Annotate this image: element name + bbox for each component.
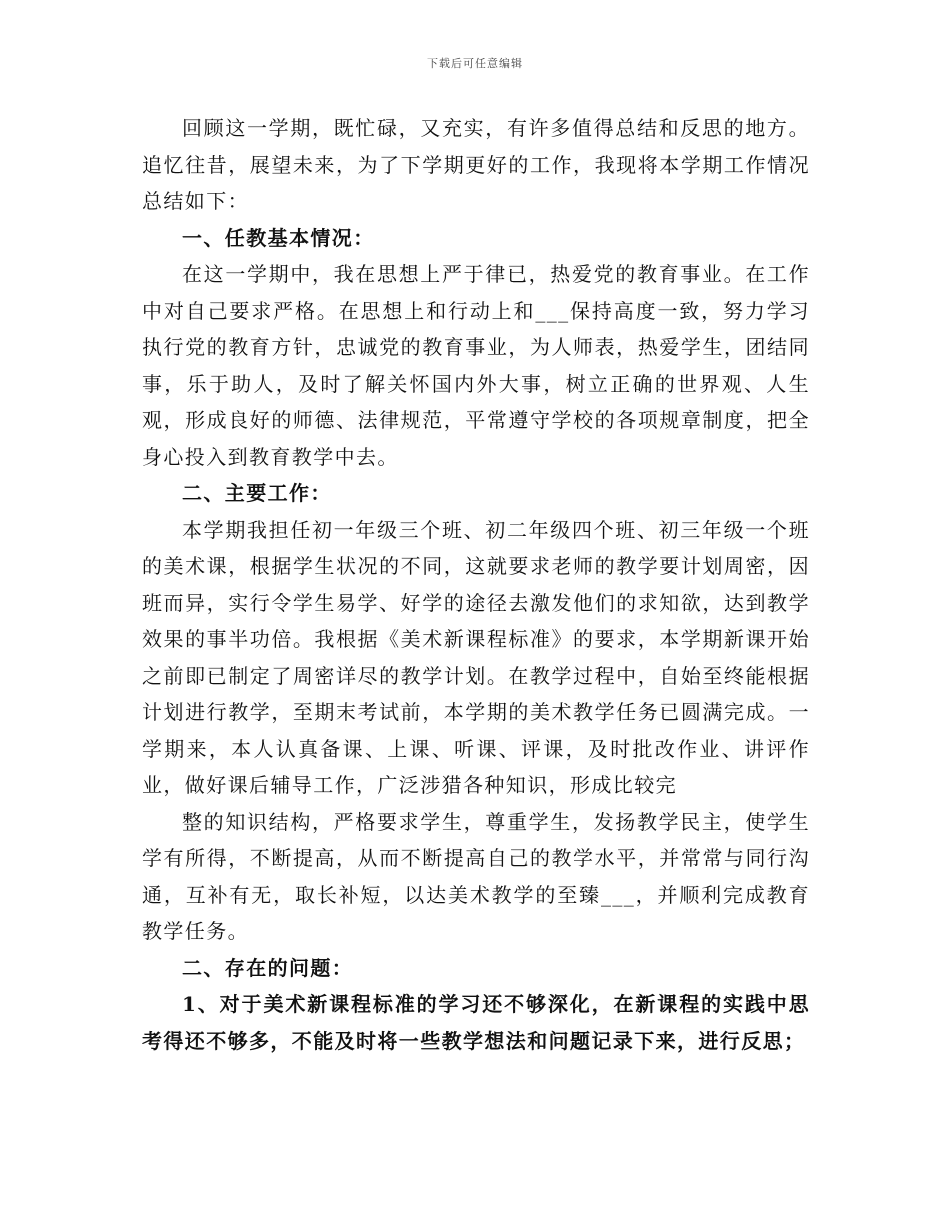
page-header-note: 下载后可任意编辑 bbox=[427, 57, 523, 70]
main-work-paragraph-2: 整的知识结构，严格要求学生，尊重学生，发扬教学民主，使学生学有所得，不断提高，从而不断提高自己的教学水平，并常常与同行沟通，互补有无，取长补短，以达美术教学的至臻___，并顺利完成教育教学任务。 bbox=[142, 809, 810, 943]
section-heading-main-work: 二、主要工作： bbox=[182, 481, 332, 505]
teaching-basics-paragraph: 在这一学期中，我在思想上严于律已，热爱党的教育事业。在工作中对自己要求严格。在思想上和行动上和___保持高度一致，努力学习执行党的教育方针，忠诚党的教育事业，为人师表，热爱学生，团结同事，乐于助人，及时了解关怀国内外大事，树立正确的世界观、人生观，形成良好的师德、法律规范，平常遵守学校的各项规章制度，把全身心投入到教育教学中去。 bbox=[142, 262, 810, 469]
problem-item-1: 1、对于美术新课程标准的学习还不够深化，在新课程的实践中思考得还不够多，不能及时将一些教学想法和问题记录下来，进行反思； bbox=[142, 992, 810, 1053]
main-work-paragraph-1: 本学期我担任初一年级三个班、初二年级四个班、初三年级一个班的美术课，根据学生状况的不同，这就要求老师的教学要计划周密，因班而异，实行令学生易学、好学的途径去激发他们的求知欲，达到教学效果的事半功倍。我根据《美术新课程标准》的要求，本学期新课开始之前即已制定了周密详尽的教学计划。在教学过程中，自始至终能根据计划进行教学，至期末考试前，本学期的美术教学任务已圆满完成。一学期来，本人认真备课、上课、听课、评课，及时批改作业、讲评作业，做好课后辅导工作，广泛涉猎各种知识，形成比较完 bbox=[142, 517, 810, 797]
document-body bbox=[142, 110, 810, 1059]
section-heading-teaching-basics: 一、任教基本情况： bbox=[182, 225, 375, 250]
section-heading-problems: 二、存在的问题： bbox=[182, 955, 354, 980]
intro-paragraph: 回顾这一学期，既忙碌，又充实，有许多值得总结和反思的地方。追忆往昔，展望未来，为了下学期更好的工作，我现将本学期工作情况总结如下： bbox=[142, 116, 810, 213]
